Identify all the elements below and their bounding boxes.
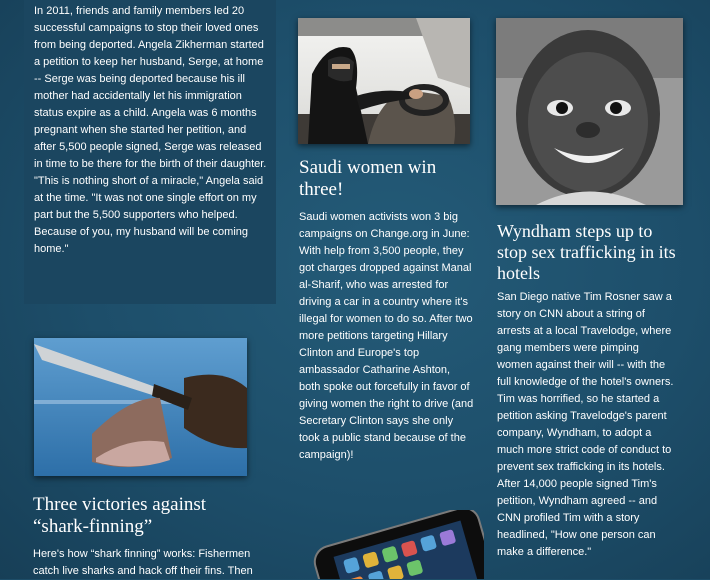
story-wyndham-text bbox=[497, 289, 677, 561]
story-shark bbox=[33, 494, 253, 538]
story-deportation bbox=[34, 3, 270, 258]
woman-driving-photo bbox=[298, 18, 470, 144]
story-wyndham bbox=[497, 221, 677, 284]
story-deportation-body: In 2011, friends and family members led 20 successful campaigns to stop their loved ones from being deported. Angela Zikherman started a petition to keep her husband, Serge, at home -- Serge was being deported because his ill mother had accidentally let his immigration status expire as a child. Angela was 6 months pregnant when she started her petition, and after 5,500 people signed, Serge was released in time to be there for the birth of their daughter. "This is nothing short of a miracle," Angela said at the time. "It was not one single effort on my part but the 5,500 supporters who helped. Because of you, my husband will be coming home." bbox=[34, 5, 267, 255]
story-saudi bbox=[299, 157, 459, 201]
story-wyndham-headline: Wyndham steps up to stop sex trafficking in its hotels bbox=[497, 221, 676, 283]
story-shark-text bbox=[33, 546, 258, 580]
story-saudi-headline: Saudi women win three! bbox=[299, 157, 437, 200]
story-wyndham-body: San Diego native Tim Rosner saw a story on CNN about a string of arrests at a local Travelodge, where gang members were pimping women against their will -- with the full knowledge of the hotel's owners. Tim was horrified, so he started a petition asking Travelodge's parent company, Wyndham, to adopt a much more strict code of conduct to prevent sex trafficking in its hotels. After 14,000 people signed Tim's petition, Wyndham agreed -- and CNN profiled Tim with a story headlined, "How one person can make a difference." bbox=[497, 291, 674, 558]
smartphone-photo bbox=[304, 510, 484, 579]
story-shark-body: Here's how “shark finning” works: Fishermen catch live sharks and hack off their fins. Then bbox=[33, 548, 253, 577]
smiling-child-photo bbox=[496, 18, 683, 205]
shark-fin-knife-photo bbox=[34, 338, 247, 476]
story-shark-headline: Three victories against “shark-finning” bbox=[33, 494, 207, 537]
story-saudi-text bbox=[299, 209, 474, 464]
story-saudi-body: Saudi women activists won 3 big campaigns on Change.org in June: With help from 3,500 people, they got charges dropped against Manal al-Sharif, who was arrested for driving a car in a country where it's illegal for women to do so. After two more petitions targeting Hillary Clinton and Europe's top ambassador Catharine Ashton, both spoke out forcefully in favor of giving women the right to drive (and Secretary Clinton says she only took a public stand because of the campaign)! bbox=[299, 211, 474, 461]
